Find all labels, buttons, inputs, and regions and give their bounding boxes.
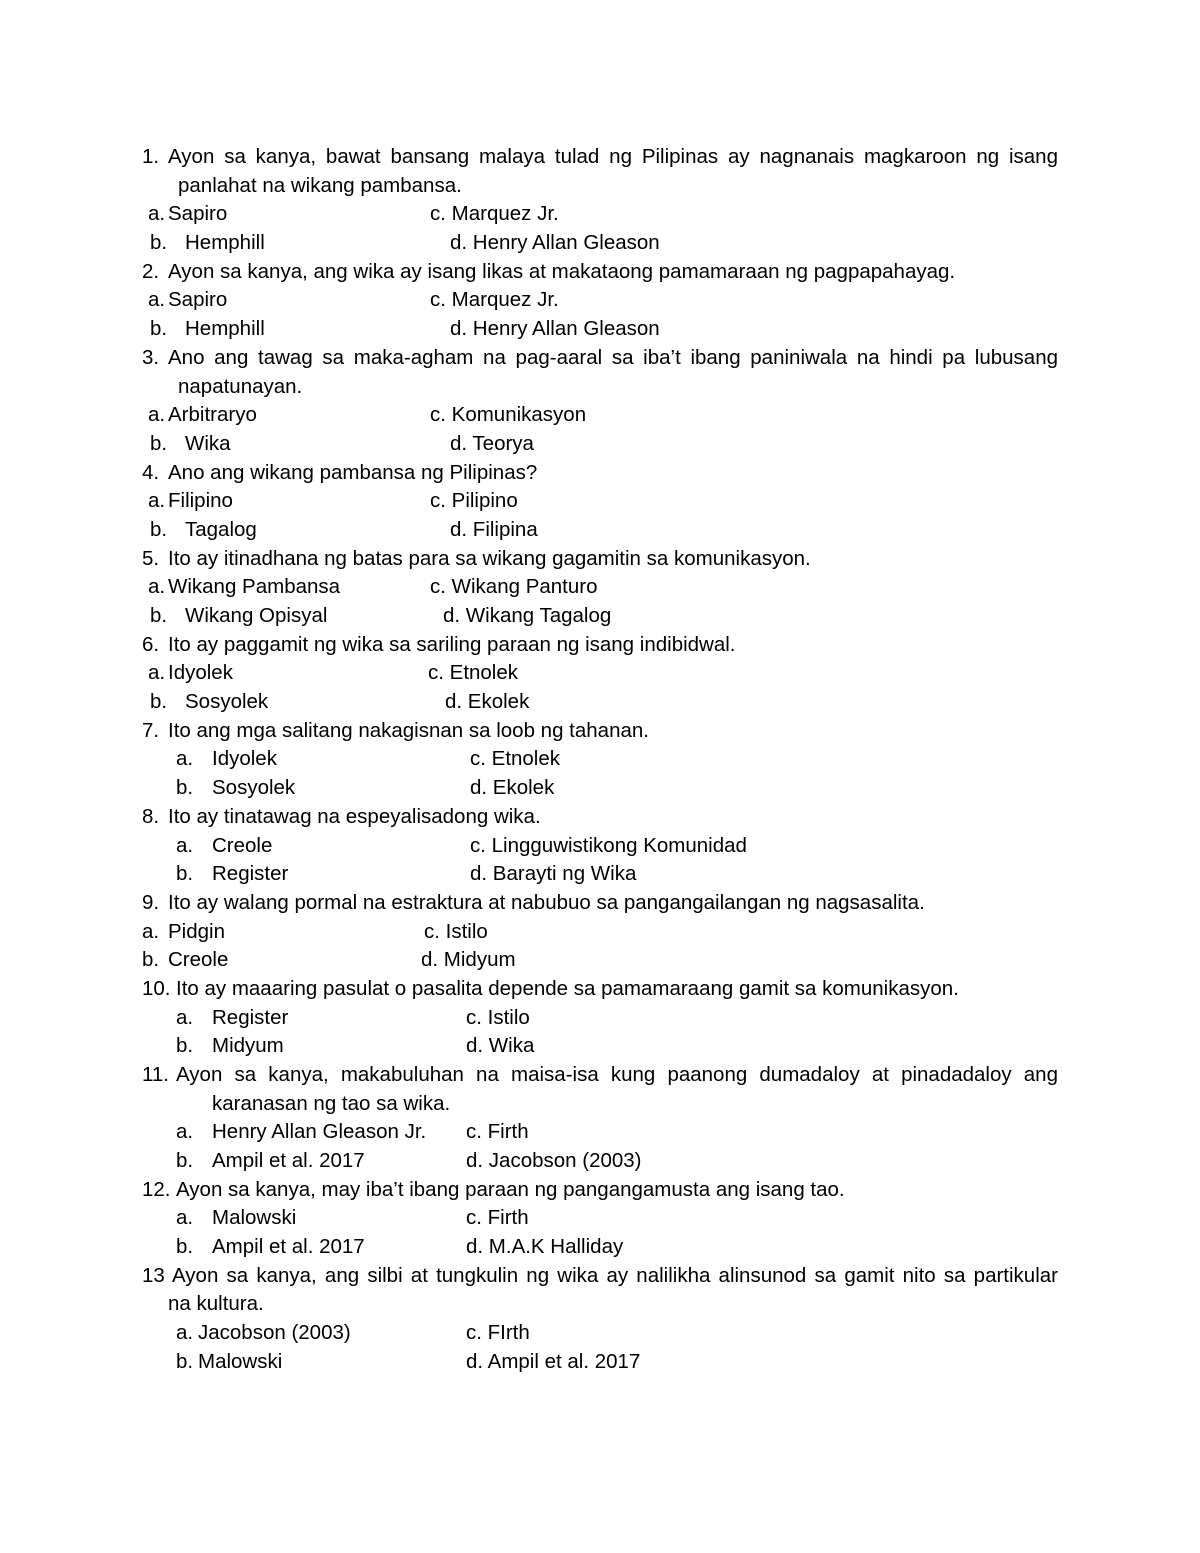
choice-c: c. Pilipino [430, 489, 518, 512]
choice-a-letter: a. [148, 489, 166, 512]
question-text-cont: karanasan ng tao sa wika. [212, 1092, 451, 1115]
choice-b-letter: b. [176, 862, 194, 885]
question-number: 2. [142, 260, 160, 283]
choice-a-letter: a. [148, 575, 166, 598]
choice-a: Arbitraryo [168, 403, 257, 426]
choice-c: c. Lingguwistikong Komunidad [470, 834, 747, 857]
question-text-cont: na kultura. [168, 1292, 264, 1315]
choice-c: c. Firth [466, 1120, 529, 1143]
choice-a-letter: a. [176, 747, 194, 770]
choice-a: Idyolek [212, 747, 277, 770]
choice-d: d. Ampil et al. 2017 [466, 1350, 641, 1373]
question-number: 5. [142, 547, 160, 570]
choice-b-letter: b. [142, 948, 160, 971]
choice-b-letter: b. [176, 1149, 194, 1172]
question-number: 11. [142, 1063, 169, 1086]
question-number: 3. [142, 346, 160, 369]
choice-a-letter: a. [148, 202, 166, 225]
choice-b: Creole [168, 948, 229, 971]
choice-b: Sosyolek [212, 776, 296, 799]
question-number: 7. [142, 719, 160, 742]
choice-a-letter: a. [176, 834, 194, 857]
choice-b: Wika [185, 432, 231, 455]
choice-a-letter: a. [148, 403, 166, 426]
choice-c: c. Komunikasyon [430, 403, 587, 426]
choice-d: d. Henry Allan Gleason [450, 231, 660, 254]
choice-c: c. Etnolek [428, 661, 519, 684]
question-text: Ito ay tinatawag na espeyalisadong wika. [168, 805, 541, 828]
question-number: 6. [142, 633, 160, 656]
choice-a: Pidgin [168, 920, 225, 943]
question-text: Ayon sa kanya, ang silbi at tungkulin ng wika ay nalilikha alinsunod sa gamit nito sa partikular [172, 1264, 1058, 1287]
choice-c: c. Firth [466, 1206, 529, 1229]
question-number: 10. [142, 977, 171, 1000]
choice-b: Register [212, 862, 289, 885]
choice-b: Wikang Opisyal [185, 604, 328, 627]
choice-b-letter: b. [150, 604, 168, 627]
question-number: 1. [142, 145, 160, 168]
choice-a: Register [212, 1006, 289, 1029]
choice-b-letter: b. [150, 518, 168, 541]
choice-d: d. Ekolek [445, 690, 530, 713]
choice-a: Malowski [212, 1206, 297, 1229]
choice-a: Sapiro [168, 202, 228, 225]
choice-d: d. Barayti ng Wika [470, 862, 637, 885]
question-text: Ito ang mga salitang nakagisnan sa loob ng tahanan. [168, 719, 649, 742]
choice-a: Filipino [168, 489, 233, 512]
choice-b-letter: b. [150, 317, 168, 340]
choice-a: Jacobson (2003) [198, 1321, 351, 1344]
choice-b-letter: b. [176, 1235, 194, 1258]
question-text-cont: panlahat na wikang pambansa. [178, 174, 462, 197]
choice-b-letter: b. [176, 1350, 194, 1373]
question-text: Ayon sa kanya, makabuluhan na maisa-isa kung paanong dumadaloy at pinadadaloy ang [176, 1063, 1058, 1086]
choice-b: Midyum [212, 1034, 284, 1057]
question-number: 13 [142, 1264, 165, 1287]
question-text: Ayon sa kanya, ang wika ay isang likas at makataong pamamaraan ng pagpapahayag. [168, 260, 956, 283]
choice-d: d. Midyum [421, 948, 516, 971]
choice-b-letter: b. [150, 690, 168, 713]
choice-d: d. Ekolek [470, 776, 555, 799]
choice-c: c. Etnolek [470, 747, 561, 770]
choice-b-letter: b. [176, 776, 194, 799]
choice-a-letter: a. [148, 661, 166, 684]
choice-b: Tagalog [185, 518, 257, 541]
choice-c: c. Marquez Jr. [430, 202, 559, 225]
choice-d: d. Filipina [450, 518, 538, 541]
choice-a-letter: a. [148, 288, 166, 311]
choice-b-letter: b. [176, 1034, 194, 1057]
choice-b: Malowski [198, 1350, 283, 1373]
question-text: Ito ay paggamit ng wika sa sariling paraan ng isang indibidwal. [168, 633, 736, 656]
choice-a: Wikang Pambansa [168, 575, 341, 598]
choice-d: d. Teorya [450, 432, 534, 455]
choice-a-letter: a. [176, 1206, 194, 1229]
choice-a: Henry Allan Gleason Jr. [212, 1120, 427, 1143]
choice-a-letter: a. [142, 920, 160, 943]
choice-d: d. Jacobson (2003) [466, 1149, 642, 1172]
choice-b: Hemphill [185, 231, 265, 254]
choice-a: Creole [212, 834, 273, 857]
choice-b: Sosyolek [185, 690, 269, 713]
choice-b-letter: b. [150, 432, 168, 455]
question-number: 8. [142, 805, 160, 828]
question-number: 9. [142, 891, 160, 914]
choice-c: c. Marquez Jr. [430, 288, 559, 311]
choice-b-letter: b. [150, 231, 168, 254]
choice-c: c. Wikang Panturo [430, 575, 598, 598]
question-text: Ito ay maaaring pasulat o pasalita depende sa pamamaraang gamit sa komunikasyon. [176, 977, 959, 1000]
question-text: Ito ay itinadhana ng batas para sa wikang gagamitin sa komunikasyon. [168, 547, 811, 570]
choice-a: Idyolek [168, 661, 233, 684]
question-text: Ayon sa kanya, bawat bansang malaya tulad ng Pilipinas ay nagnanais magkaroon ng isang [168, 145, 1058, 168]
choice-d: d. Wikang Tagalog [443, 604, 612, 627]
choice-c: c. FIrth [466, 1321, 530, 1344]
choice-d: d. Wika [466, 1034, 535, 1057]
choice-a-letter: a. [176, 1006, 194, 1029]
choice-a: Sapiro [168, 288, 228, 311]
question-text: Ano ang tawag sa maka-agham na pag-aaral sa iba’t ibang paniniwala na hindi pa lubusang [168, 346, 1058, 369]
choice-c: c. Istilo [466, 1006, 530, 1029]
choice-b: Ampil et al. 2017 [212, 1149, 365, 1172]
choice-b: Ampil et al. 2017 [212, 1235, 365, 1258]
choice-b: Hemphill [185, 317, 265, 340]
question-number: 4. [142, 461, 160, 484]
question-text: Ano ang wikang pambansa ng Pilipinas? [168, 461, 538, 484]
choice-c: c. Istilo [424, 920, 488, 943]
question-text: Ito ay walang pormal na estraktura at nabubuo sa pangangailangan ng nagsasalita. [168, 891, 925, 914]
choice-d: d. Henry Allan Gleason [450, 317, 660, 340]
choice-a-letter: a. [176, 1321, 194, 1344]
choice-d: d. M.A.K Halliday [466, 1235, 624, 1258]
question-number: 12. [142, 1178, 171, 1201]
question-text-cont: napatunayan. [178, 375, 303, 398]
choice-a-letter: a. [176, 1120, 194, 1143]
question-text: Ayon sa kanya, may iba’t ibang paraan ng pangangamusta ang isang tao. [176, 1178, 845, 1201]
